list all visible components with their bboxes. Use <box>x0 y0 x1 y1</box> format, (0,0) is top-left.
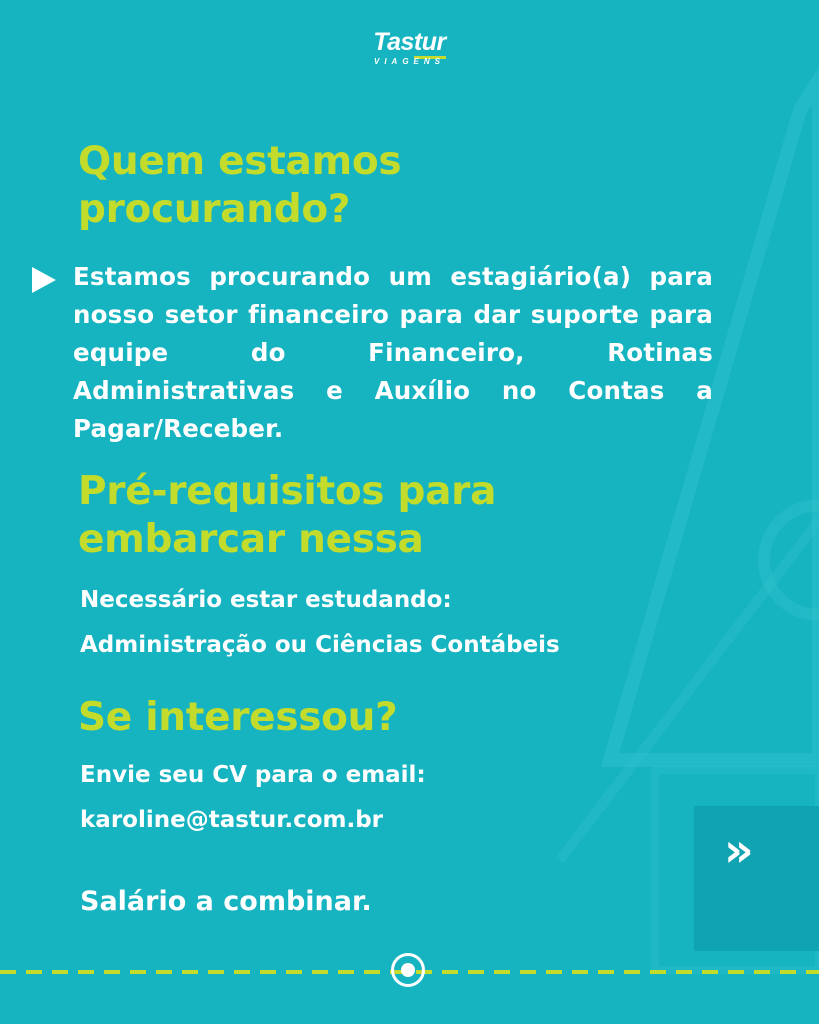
heading-interested: Se interessou? <box>78 695 398 740</box>
contact-instruction: Envie seu CV para o email: <box>80 762 426 788</box>
logo-wordmark: Tastur <box>373 28 445 56</box>
triangle-right-icon <box>32 267 56 293</box>
double-chevron-right-icon[interactable]: » <box>724 823 750 877</box>
requirement-line-1: Necessário estar estudando: <box>80 587 452 613</box>
contact-email: karoline@tastur.com.br <box>80 807 384 833</box>
heading-requirements: Pré-requisitos para embarcar nessa <box>78 469 497 562</box>
salary-text: Salário a combinar. <box>80 886 372 917</box>
dot-indicator-center <box>401 963 415 977</box>
requirement-line-2: Administração ou Ciências Contábeis <box>80 632 560 658</box>
heading-who-we-seek: Quem estamos procurando? <box>78 139 402 232</box>
job-description: Estamos procurando um estagiário(a) para nosso setor financeiro para dar suporte para equipe do Financeiro, Rotinas Administrativas e Auxílio no Contas a Pagar/Receber. <box>73 262 713 443</box>
tastur-logo <box>0 28 819 66</box>
logo-tagline: VIAGENS <box>373 57 445 66</box>
next-slide-panel[interactable] <box>694 806 819 951</box>
